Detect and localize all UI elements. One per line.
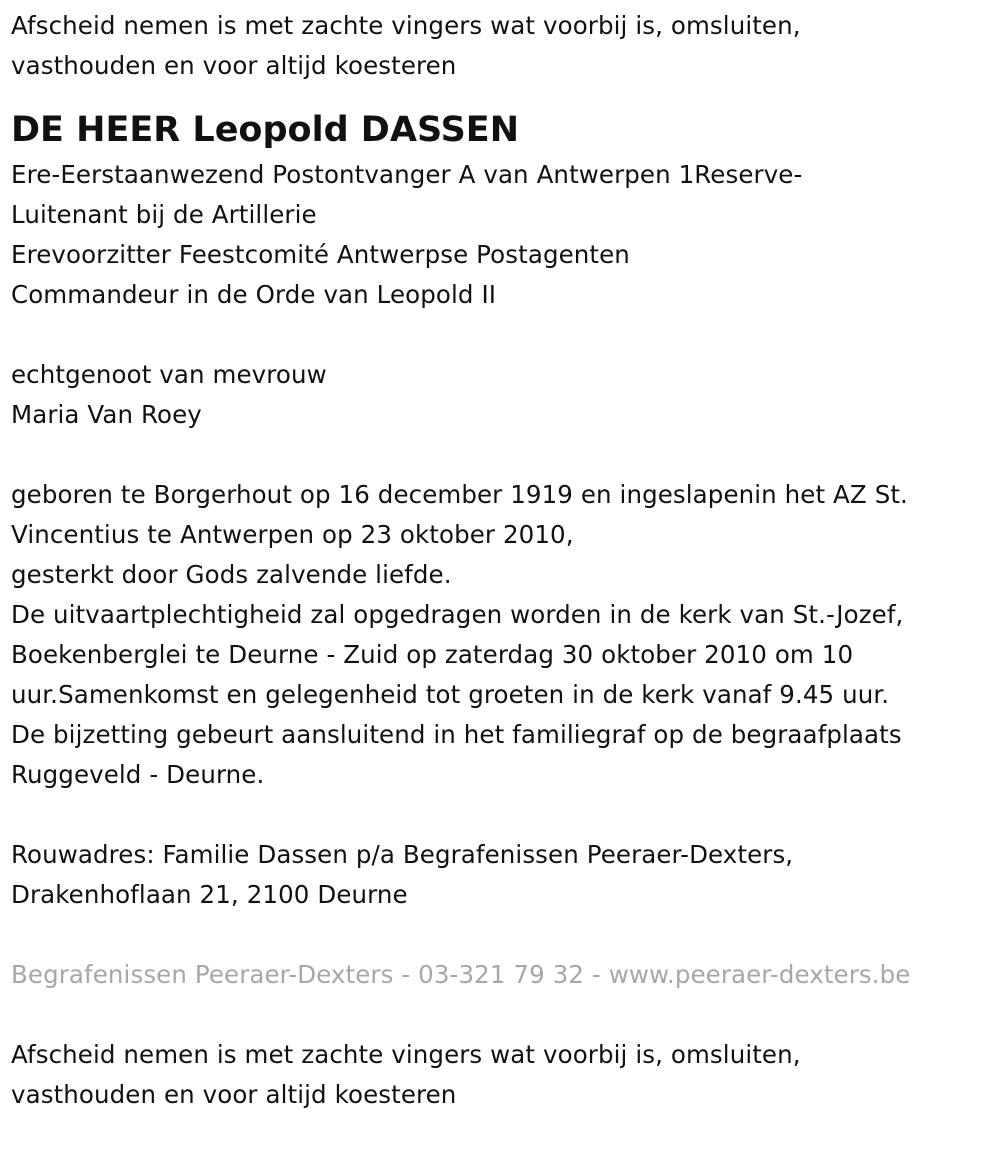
- address-line: Rouwadres: Familie Dassen p/a Begrafenissen Peeraer-Dexters,: [11, 840, 794, 869]
- quote-line: vasthouden en voor altijd koesteren: [11, 51, 457, 80]
- spacer: [11, 435, 980, 475]
- quote-line: vasthouden en voor altijd koesteren: [11, 1080, 457, 1109]
- closing-quote: [11, 1035, 980, 1115]
- spouse-name: Maria Van Roey: [11, 400, 202, 429]
- quote-line: Afscheid nemen is met zachte vingers wat voorbij is, omsluiten,: [11, 1040, 801, 1069]
- quote-line: Afscheid nemen is met zachte vingers wat voorbij is, omsluiten,: [11, 11, 801, 40]
- details-block: [11, 475, 980, 795]
- title-line: Luitenant bij de Artillerie: [11, 200, 317, 229]
- detail-line: De bijzetting gebeurt aansluitend in het familiegraf op de begraafplaats: [11, 720, 902, 749]
- detail-line: uur.Samenkomst en gelegenheid tot groeten in de kerk vanaf 9.45 uur.: [11, 680, 890, 709]
- deceased-titles: [11, 155, 980, 315]
- title-line: Ere-Eerstaanwezend Postontvanger A van Antwerpen 1Reserve-: [11, 160, 803, 189]
- detail-line: Ruggeveld - Deurne.: [11, 760, 265, 789]
- spouse-label: echtgenoot van mevrouw: [11, 360, 327, 389]
- deceased-name: DE HEER Leopold DASSEN: [11, 110, 519, 150]
- spacer: [11, 915, 980, 955]
- detail-line: Vincentius te Antwerpen op 23 oktober 2010,: [11, 520, 574, 549]
- funeral-home-footer: Begrafenissen Peeraer-Dexters - 03-321 79 32 - www.peeraer-dexters.be: [11, 960, 911, 989]
- opening-quote: [11, 6, 980, 86]
- detail-line: De uitvaartplechtigheid zal opgedragen worden in de kerk van St.-Jozef,: [11, 600, 904, 629]
- detail-line: geboren te Borgerhout op 16 december 1919 en ingeslapenin het AZ St.: [11, 480, 908, 509]
- detail-line: Boekenberglei te Deurne - Zuid op zaterdag 30 oktober 2010 om 10: [11, 640, 854, 669]
- spacer: [11, 995, 980, 1035]
- spacer: [11, 315, 980, 355]
- mourning-address: [11, 835, 980, 915]
- title-line: Erevoorzitter Feestcomité Antwerpse Postagenten: [11, 240, 630, 269]
- title-line: Commandeur in de Orde van Leopold II: [11, 280, 497, 309]
- spacer: [11, 795, 980, 835]
- spouse-block: [11, 355, 980, 435]
- detail-line: gesterkt door Gods zalvende liefde.: [11, 560, 452, 589]
- address-line: Drakenhoflaan 21, 2100 Deurne: [11, 880, 408, 909]
